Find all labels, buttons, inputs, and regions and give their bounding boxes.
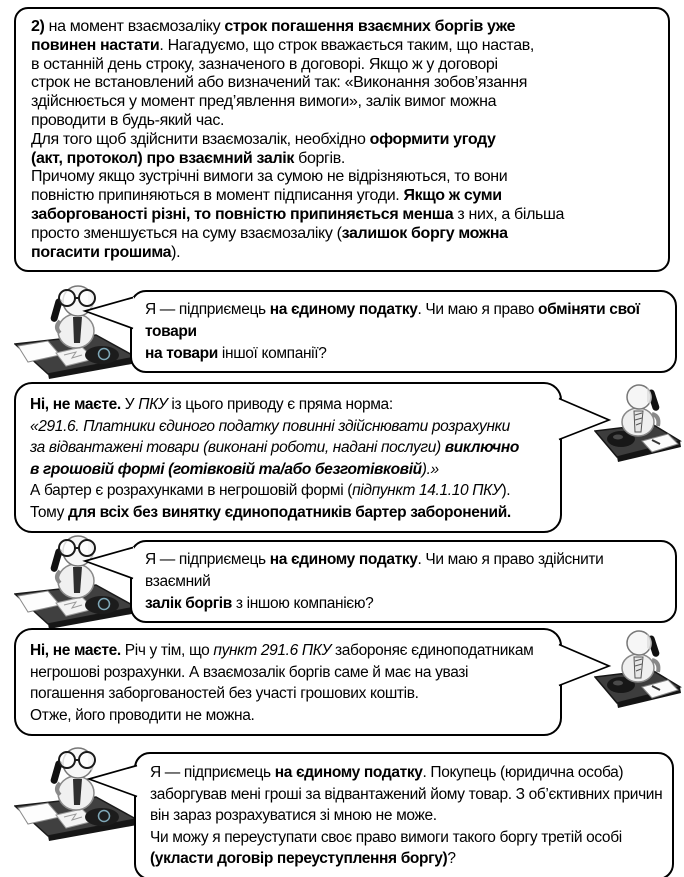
question-bubble-tail [82, 545, 134, 583]
question-1-text: Я — підприємець на єдиному податку. Чи маю я право обміняти свої товари на товари іншої компанії? [145, 301, 640, 362]
answer-bubble-tail [556, 396, 612, 442]
question-bubble-tail [82, 295, 134, 333]
question-bubble-1 [130, 290, 677, 373]
info-text: 2) на момент взаємозаліку строк погашення взаємних боргів уже повинен настати. Нагадуємо, що строк вважається таким, що настав, в останній день строку, зазначеного в договорі. Якщо ж у договорі строк не встановлений або визначений так: «Виконання зобов’язання здійснюється у момент пред’явлення вимоги», залік вимог можна проводити в будь-який час. Для того щоб здійснити взаємозалік, необхідно оформити угоду (акт, протокол) про взаємний залік боргів. Причому якщо зустрічні вимоги за сумою не відрізняються, то вони повністю припиняються в момент підписання угоди. Якщо ж суми заборгованості різні, то повністю припиняється менша з них, а більша просто зменшується на суму взаємозаліку (залишок боргу можна погасити грошима). [31, 18, 565, 261]
qa-row-question-2 [0, 533, 684, 629]
qa-row-question-1 [0, 283, 684, 379]
qa-row-answer-1 [0, 382, 684, 529]
answer-2-text: Ні, не маєте. Річ у тім, що пункт 291.6 ПКУ забороняє єдиноподатникам негрошові розрахунки. А взаємозалік боргів саме й має на увазі погашення заборгованостей без участі грошових коштів. Отже, його проводити не можна. [30, 642, 534, 724]
answer-bubble-1 [14, 382, 562, 533]
qa-row-question-3 [0, 745, 684, 877]
question-bubble-3 [134, 752, 674, 877]
answer-bubble-2 [14, 628, 562, 736]
question-bubble-tail [86, 763, 138, 801]
question-2-text: Я — підприємець на єдиному податку. Чи маю я право здійснити взаємний залік боргів з іншою компанією? [145, 551, 604, 612]
question-bubble-2 [130, 540, 677, 623]
answer-bubble-tail [556, 642, 612, 688]
qa-row-answer-2 [0, 628, 684, 740]
info-box [14, 7, 670, 272]
question-3-text: Я — підприємець на єдиному податку. Покупець (юридична особа) заборгував мені гроші за відвантажений йому товар. З об’єктивних причин він зараз розрахуватися зі мною не може. Чи можу я переуступати своє право вимоги такого боргу третій особі (укласти договір переуступлення боргу)? [150, 764, 663, 867]
answer-1-text: Ні, не маєте. У ПКУ із цього приводу є пряма норма: «291.6. Платники єдиного податку повинні здійснювати розрахунки за відвантажені товари (виконані роботи, надані послуги) виключно в грошовій формі (готівковій та/або безготівковій).» А бартер є розрахунками в негрошовій формі (підпункт 14.1.10 ПКУ). Тому для всіх без винятку єдиноподатників бартер заборонений. [30, 396, 519, 521]
